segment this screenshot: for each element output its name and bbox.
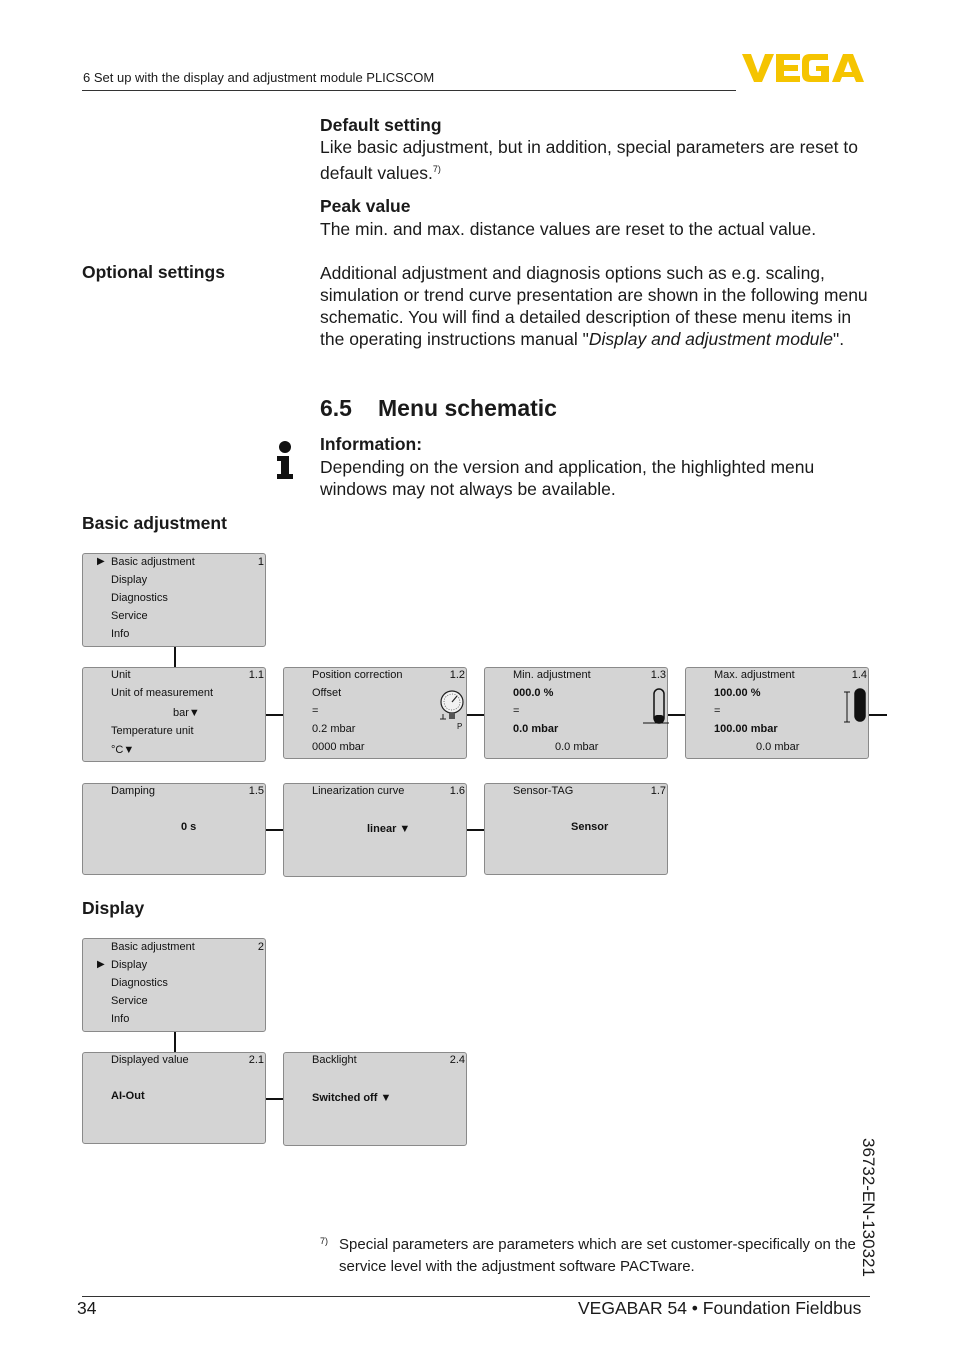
connector-line bbox=[668, 714, 686, 716]
gauge-p-label: P bbox=[457, 722, 463, 731]
backlight-box bbox=[283, 1052, 467, 1146]
section-number: 6.5 bbox=[320, 395, 352, 421]
peak-value-heading: Peak value bbox=[320, 196, 411, 216]
damping-box bbox=[82, 783, 266, 875]
optional-settings-text bbox=[320, 262, 875, 350]
display-label: Display bbox=[82, 898, 145, 918]
sensor-tag-index: 1.7 bbox=[650, 785, 666, 797]
footer-title: VEGABAR 54 • Foundation Fieldbus bbox=[578, 1298, 862, 1318]
damping-index: 1.5 bbox=[248, 785, 264, 797]
position-correction-index: 1.2 bbox=[449, 669, 465, 681]
menu-item-info: Info bbox=[111, 1013, 130, 1025]
backlight-title: Backlight bbox=[312, 1054, 357, 1066]
linearization-box bbox=[283, 783, 467, 877]
menu-item-service: Service bbox=[111, 995, 148, 1007]
menu-item-display: Display bbox=[111, 574, 148, 586]
sensor-tag-box bbox=[484, 783, 668, 875]
menu-item-diagnostics: Diagnostics bbox=[111, 592, 168, 604]
equals-sign: = bbox=[714, 705, 721, 717]
optional-text-1: Additional adjustment and diagnosis options such as e.g. scaling, simulation or trend curve presentation are shown in the following menu schematic. You will find a detailed description of these menu items in the operating instructions manual " bbox=[320, 263, 868, 349]
default-setting-body: Like basic adjustment, but in addition, special parameters are reset to default values. bbox=[320, 137, 858, 183]
footnote-marker: 7) bbox=[320, 1236, 329, 1246]
damping-value: 0 s bbox=[181, 821, 197, 833]
main-menu-box-display bbox=[82, 938, 266, 1032]
min-current-value: 0.0 mbar bbox=[555, 741, 599, 753]
connector-line bbox=[174, 1032, 176, 1052]
linearization-select: linear ▼ bbox=[367, 823, 411, 835]
damping-title: Damping bbox=[111, 785, 156, 797]
unit-of-measurement-label: Unit of measurement bbox=[111, 687, 214, 699]
unit-title: Unit bbox=[111, 669, 131, 681]
connector-line bbox=[266, 829, 284, 831]
connector-line bbox=[869, 714, 887, 716]
linearization-title: Linearization curve bbox=[312, 785, 405, 797]
sensor-tag-value: Sensor bbox=[571, 821, 609, 833]
min-adjustment-index: 1.3 bbox=[650, 669, 666, 681]
connector-line bbox=[467, 714, 485, 716]
max-adjustment-title: Max. adjustment bbox=[714, 669, 795, 681]
equals-sign: = bbox=[312, 705, 319, 717]
optional-text-italic: Display and adjustment module bbox=[588, 329, 834, 349]
menu-item-basic-adjustment: Basic adjustment bbox=[111, 556, 195, 568]
max-pressure-input: 100.00 mbar bbox=[714, 723, 778, 735]
min-adjustment-box bbox=[484, 667, 668, 759]
displayed-value-index: 2.1 bbox=[248, 1054, 264, 1066]
unit-index: 1.1 bbox=[248, 669, 264, 681]
min-adjustment-title: Min. adjustment bbox=[513, 669, 591, 681]
displayed-value-box bbox=[82, 1052, 266, 1144]
connector-line bbox=[266, 1098, 284, 1100]
default-setting-heading: Default setting bbox=[320, 115, 442, 135]
linearization-index: 1.6 bbox=[449, 785, 465, 797]
displayed-value-title: Displayed value bbox=[111, 1054, 189, 1066]
vega-logo bbox=[742, 52, 872, 89]
menu-index: 2 bbox=[257, 941, 264, 953]
footnote-text: Special parameters are parameters which are set customer-specifically on the service level with the adjustment software PACTware. bbox=[339, 1236, 856, 1275]
menu-item-info: Info bbox=[111, 628, 130, 640]
position-correction-title: Position correction bbox=[312, 669, 403, 681]
info-icon bbox=[274, 440, 296, 485]
equals-sign: = bbox=[513, 705, 520, 717]
unit-box bbox=[82, 667, 266, 762]
offset-value: 0.2 mbar bbox=[312, 723, 356, 735]
optional-settings-label: Optional settings bbox=[82, 262, 225, 282]
connector-line bbox=[174, 647, 176, 667]
basic-adjustment-label: Basic adjustment bbox=[82, 513, 227, 533]
unit-of-measurement-select: bar▼ bbox=[173, 707, 200, 719]
displayed-value-value: AI-Out bbox=[111, 1090, 145, 1102]
document-code: 36732-EN-130321 bbox=[859, 1138, 878, 1277]
menu-item-service: Service bbox=[111, 610, 148, 622]
max-current-value: 0.0 mbar bbox=[756, 741, 800, 753]
max-adjustment-index: 1.4 bbox=[851, 669, 867, 681]
vessel-full-icon bbox=[844, 686, 870, 729]
min-pressure-input: 0.0 mbar bbox=[513, 723, 559, 735]
sensor-tag-title: Sensor-TAG bbox=[513, 785, 574, 797]
header-rule bbox=[82, 90, 736, 91]
selected-arrow-icon: ▶ bbox=[97, 959, 105, 970]
menu-item-basic-adjustment: Basic adjustment bbox=[111, 941, 195, 953]
vessel-empty-icon bbox=[643, 686, 669, 731]
max-adjustment-box bbox=[685, 667, 869, 759]
information-heading: Information: bbox=[320, 434, 423, 454]
offset-input: 0000 mbar bbox=[312, 741, 365, 753]
menu-item-display: Display bbox=[111, 959, 148, 971]
section-title bbox=[320, 395, 557, 422]
default-setting-text bbox=[320, 136, 875, 184]
min-percent-input: 000.0 % bbox=[513, 687, 554, 699]
footer-rule bbox=[82, 1296, 870, 1297]
footnote-ref: 7) bbox=[432, 164, 441, 174]
offset-label: Offset bbox=[312, 687, 342, 699]
temperature-unit-select: °C▼ bbox=[111, 744, 135, 756]
information-text: Depending on the version and application, the highlighted menu windows may not always be available. bbox=[320, 457, 815, 499]
section-title-text: Menu schematic bbox=[378, 395, 557, 421]
connector-line bbox=[467, 829, 485, 831]
temperature-unit-label: Temperature unit bbox=[111, 725, 194, 737]
position-correction-box bbox=[283, 667, 467, 759]
main-menu-box-basic bbox=[82, 553, 266, 647]
max-percent-input: 100.00 % bbox=[714, 687, 761, 699]
menu-index: 1 bbox=[257, 556, 264, 568]
menu-item-diagnostics: Diagnostics bbox=[111, 977, 168, 989]
peak-value-text: The min. and max. distance values are reset to the actual value. bbox=[320, 219, 817, 239]
connector-line bbox=[266, 714, 284, 716]
selected-arrow-icon: ▶ bbox=[97, 556, 105, 567]
backlight-index: 2.4 bbox=[449, 1054, 465, 1066]
optional-text-2: ". bbox=[833, 329, 845, 349]
page-number: 34 bbox=[77, 1298, 97, 1318]
running-header: 6 Set up with the display and adjustment module PLICSCOM bbox=[83, 70, 435, 85]
backlight-select: Switched off ▼ bbox=[312, 1092, 392, 1104]
